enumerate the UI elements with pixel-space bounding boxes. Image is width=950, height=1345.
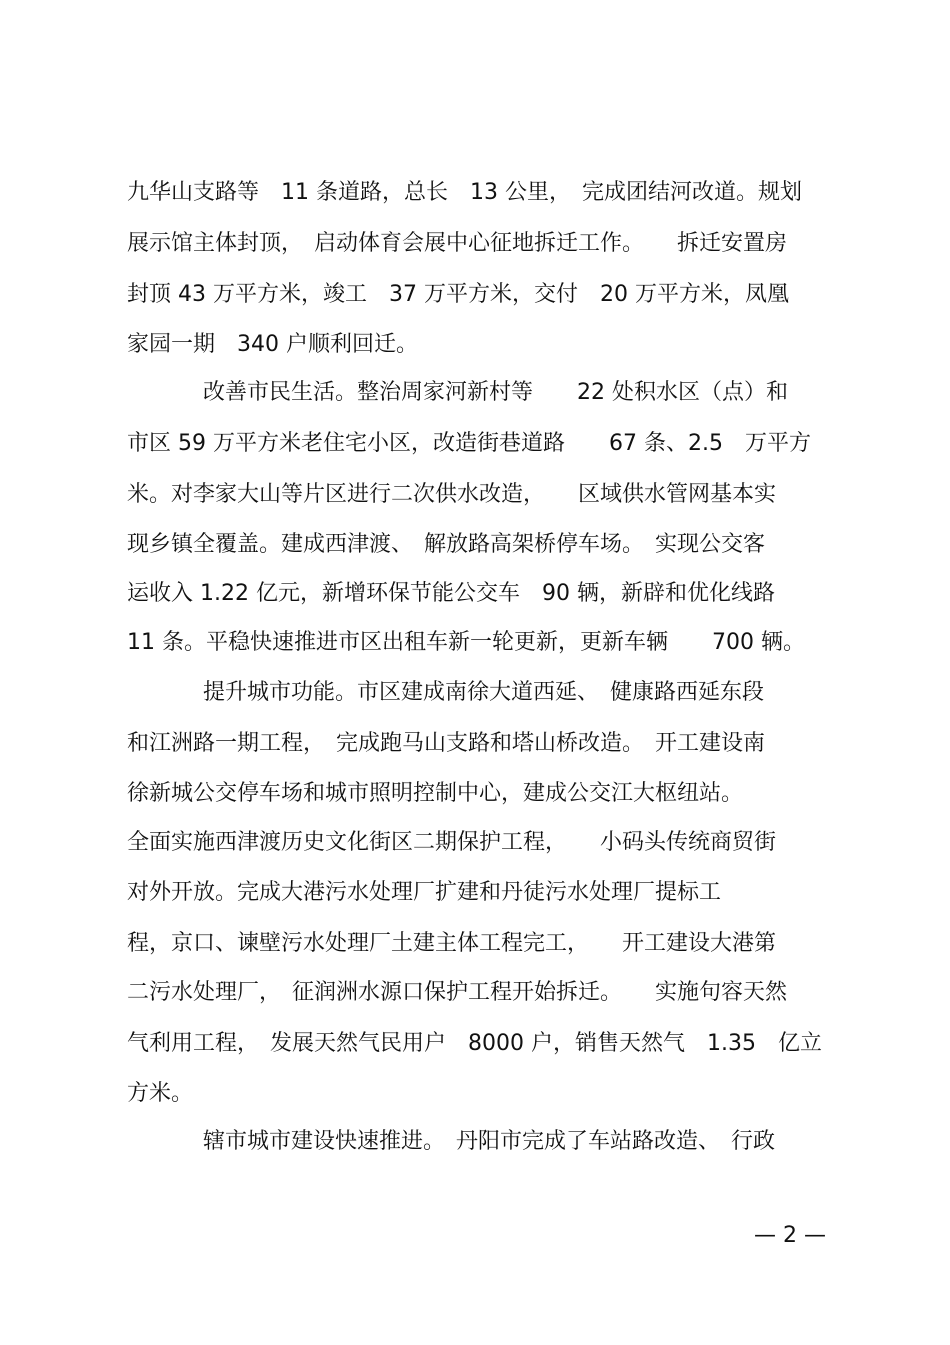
text-line-18: 气利用工程， 发展天然气民用户 8000 户，销售天然气 1.35 亿立 — [127, 1031, 822, 1056]
text-line-13: 徐新城公交停车场和城市照明控制中心，建成公交江大枢纽站。 — [127, 781, 744, 806]
text-line-20: 辖市城市建设快速推进。 丹阳市完成了车站路改造、 行政 — [203, 1129, 776, 1154]
text-line-4: 家园一期 340 户顺利回迁。 — [127, 332, 418, 357]
text-line-11: 提升城市功能。市区建成南徐大道西延、 健康路西延东段 — [203, 680, 765, 705]
text-line-2: 展示馆主体封顶， 启动体育会展中心征地拆迁工作。 拆迁安置房 — [127, 231, 788, 256]
text-line-9: 运收入 1.22 亿元，新增环保节能公交车 90 辆，新辟和优化线路 — [127, 581, 775, 606]
text-line-3: 封顶 43 万平方米，竣工 37 万平方米，交付 20 万平方米，凤凰 — [127, 282, 789, 307]
text-line-10: 11 条。平稳快速推进市区出租车新一轮更新，更新车辆 700 辆。 — [127, 630, 805, 655]
text-line-17: 二污水处理厂， 征润洲水源口保护工程开始拆迁。 实施句容天然 — [127, 980, 788, 1005]
text-line-16: 程，京口、谏壁污水处理厂土建主体工程完工， 开工建设大港第 — [127, 931, 777, 956]
text-line-5: 改善市民生活。整治周家河新村等 22 处积水区（点）和 — [203, 380, 788, 405]
text-line-12: 和江洲路一期工程， 完成跑马山支路和塔山桥改造。 开工建设南 — [127, 731, 766, 756]
text-line-14: 全面实施西津渡历史文化街区二期保护工程， 小码头传统商贸街 — [127, 830, 777, 855]
text-line-8: 现乡镇全覆盖。建成西津渡、 解放路高架桥停车场。 实现公交客 — [127, 532, 766, 557]
text-line-15: 对外开放。完成大港污水处理厂扩建和丹徒污水处理厂提标工 — [127, 880, 722, 905]
text-line-19: 方米。 — [127, 1081, 194, 1106]
text-line-7: 米。对李家大山等片区进行二次供水改造， 区域供水管网基本实 — [127, 482, 777, 507]
text-line-6: 市区 59 万平方米老住宅小区，改造街巷道路 67 条、2.5 万平方 — [127, 431, 811, 456]
page-number: — 2 — — [754, 1223, 826, 1248]
text-line-1: 九华山支路等 11 条道路，总长 13 公里， 完成团结河改道。规划 — [127, 180, 802, 205]
